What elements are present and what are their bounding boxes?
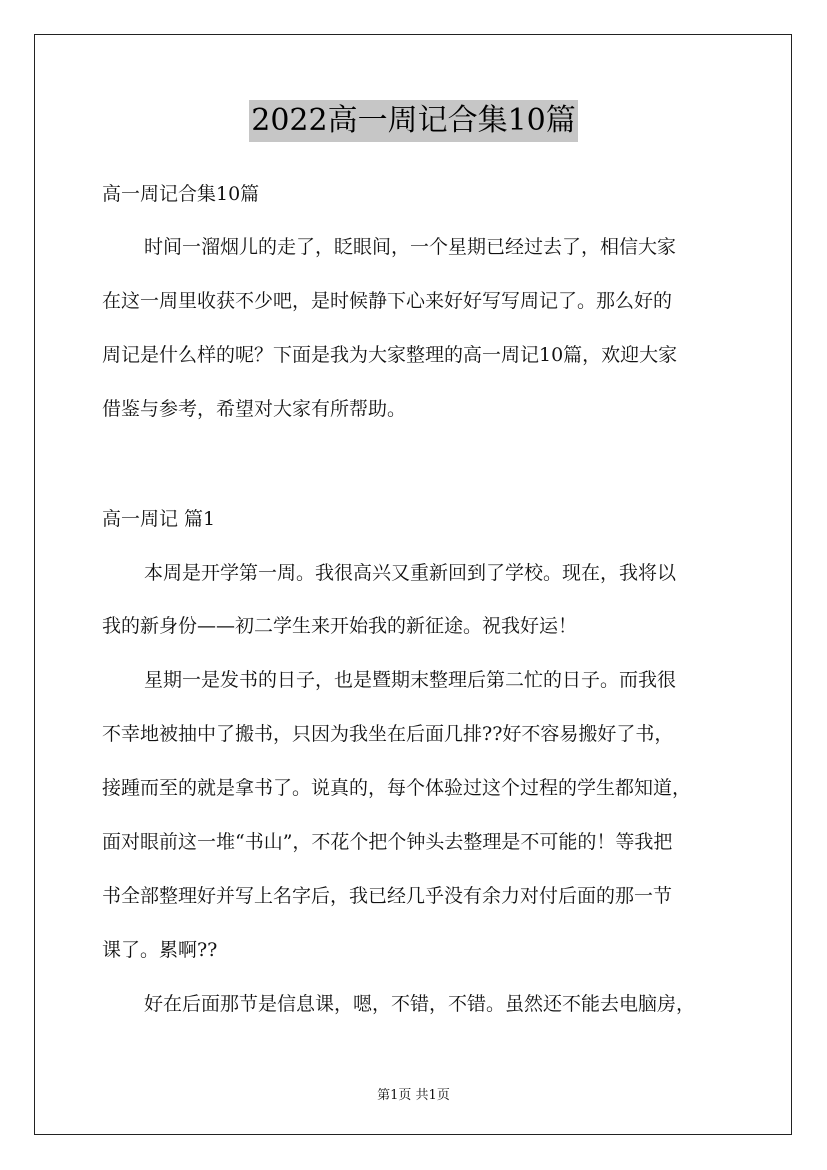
paragraph1-line-1: 本周是开学第一周。我很高兴又重新回到了学校。现在，我将以 <box>144 562 677 584</box>
intro-line-1: 时间一溜烟儿的走了，眨眼间，一个星期已经过去了，相信大家 <box>144 236 677 258</box>
paragraph2-line-4: 面对眼前这一堆“书山”，不花个把个钟头去整理是不可能的！等我把 <box>102 831 673 853</box>
document-title: 2022高一周记合集10篇 <box>249 100 578 142</box>
paragraph2-line-2: 不幸地被抽中了搬书，只因为我坐在后面几排??好不容易搬好了书， <box>102 723 674 745</box>
section-heading: 高一周记 篇1 <box>102 508 216 530</box>
title-container <box>0 100 827 142</box>
intro-line-4: 借鉴与参考，希望对大家有所帮助。 <box>102 398 407 420</box>
paragraph3-line-1: 好在后面那节是信息课，嗯，不错，不错。虽然还不能去电脑房， <box>144 993 696 1015</box>
intro-line-2: 在这一周里收获不少吧，是时候静下心来好好写写周记了。那么好的 <box>102 290 673 312</box>
intro-line-3: 周记是什么样的呢？下面是我为大家整理的高一周记10篇，欢迎大家 <box>102 344 678 366</box>
paragraph2-line-1: 星期一是发书的日子，也是暨期末整理后第二忙的日子。而我很 <box>144 669 677 691</box>
paragraph2-line-6: 课了。累啊?? <box>102 939 218 961</box>
page-footer: 第1页 共1页 <box>377 1088 450 1103</box>
paragraph2-line-5: 书全部整理好并写上名字后，我已经几乎没有余力对付后面的那一节 <box>102 885 673 907</box>
paragraph2-line-3: 接踵而至的就是拿书了。说真的，每个体验过这个过程的学生都知道， <box>102 777 692 799</box>
paragraph1-line-2: 我的新身份——初二学生来开始我的新征途。祝我好运！ <box>102 615 578 637</box>
subtitle: 高一周记合集10篇 <box>102 183 260 205</box>
